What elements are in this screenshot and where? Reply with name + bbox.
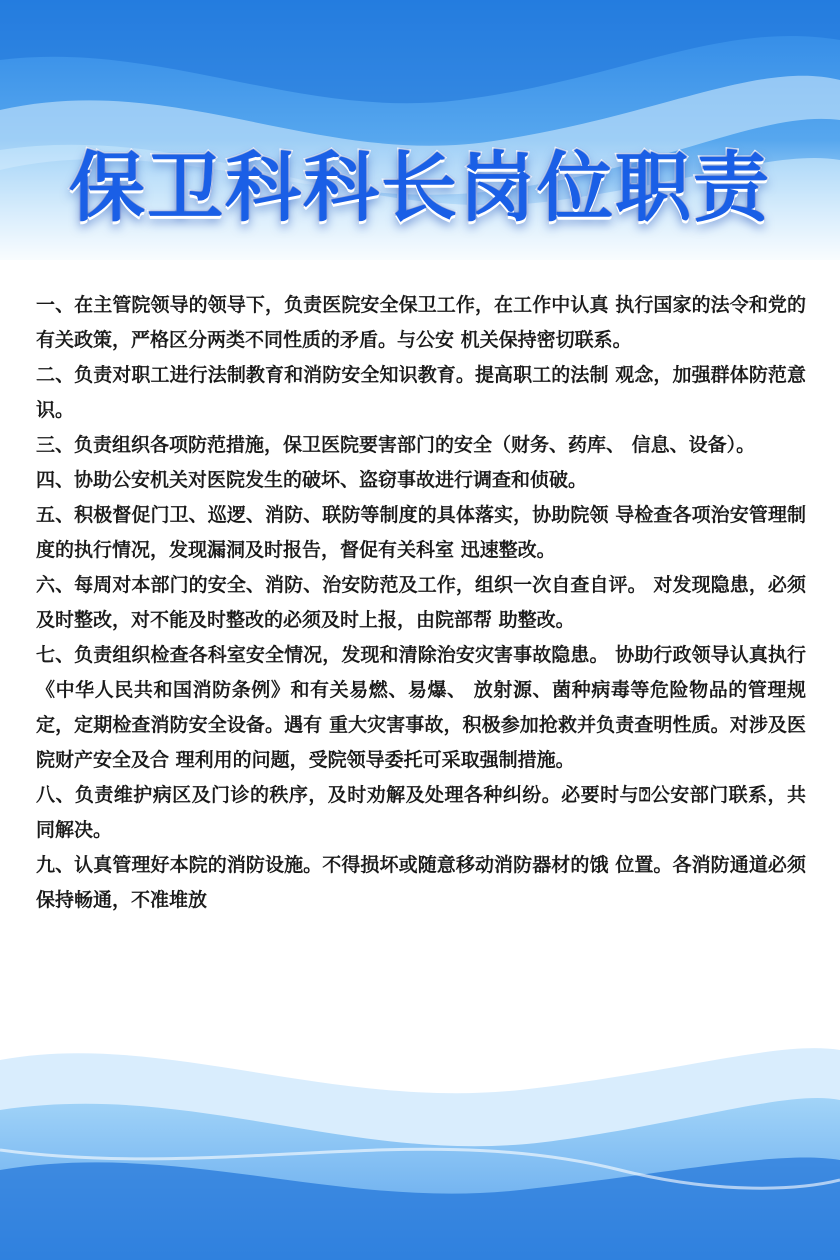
- duty-item-2: 二、负责对职工进行法制教育和消防安全知识教育。提高职工的法制 观念，加强群体防范意识。: [36, 364, 806, 421]
- duty-item-9: 九、认真管理好本院的消防设施。不得损坏或随意移动消防器材的饿 位置。各消防通道必须保持畅通，不准堆放: [36, 854, 806, 911]
- duty-item-4: 四、协助公安机关对医院发生的破坏、盗窃事故进行调查和侦破。: [36, 469, 588, 491]
- duty-item-8: 八、负责维护病区及门诊的秩序，及时劝解及处理各种纠纷。必要时与⍰公安部门联系，共同解决。: [36, 784, 806, 841]
- duty-item-7: 七、负责组织检查各科室安全情况，发现和清除治安灾害事故隐患。 协助行政领导认真执行《中华人民共和国消防条例》和有关易燃、易爆、 放射源、菌种病毒等危险物品的管理规定，定期检查消防安全设备。遇有 重大灾害事故，积极参加抢救并负责查明性质。对涉及医院财产安全及合 理利用的问题，受院领导委托可采取强制措施。: [36, 644, 806, 771]
- duty-item-3: 三、负责组织各项防范措施，保卫医院要害部门的安全（财务、药库、 信息、设备）。: [36, 434, 756, 456]
- duty-item-6: 六、每周对本部门的安全、消防、治安防范及工作，组织一次自查自评。 对发现隐患，必须及时整改，对不能及时整改的必须及时上报，由院部帮 助整改。: [36, 574, 806, 631]
- duty-list: [36, 288, 806, 918]
- duty-item-1: 一、在主管院领导的领导下，负责医院安全保卫工作，在工作中认真 执行国家的法令和党的有关政策，严格区分两类不同性质的矛盾。与公安 机关保持密切联系。: [36, 294, 806, 351]
- duty-item-5: 五、积极督促门卫、巡逻、消防、联防等制度的具体落实，协助院领 导检查各项治安管理制度的执行情况，发现漏洞及时报告，督促有关科室 迅速整改。: [36, 504, 806, 561]
- poster-title: 保卫科科长岗位职责: [69, 143, 771, 232]
